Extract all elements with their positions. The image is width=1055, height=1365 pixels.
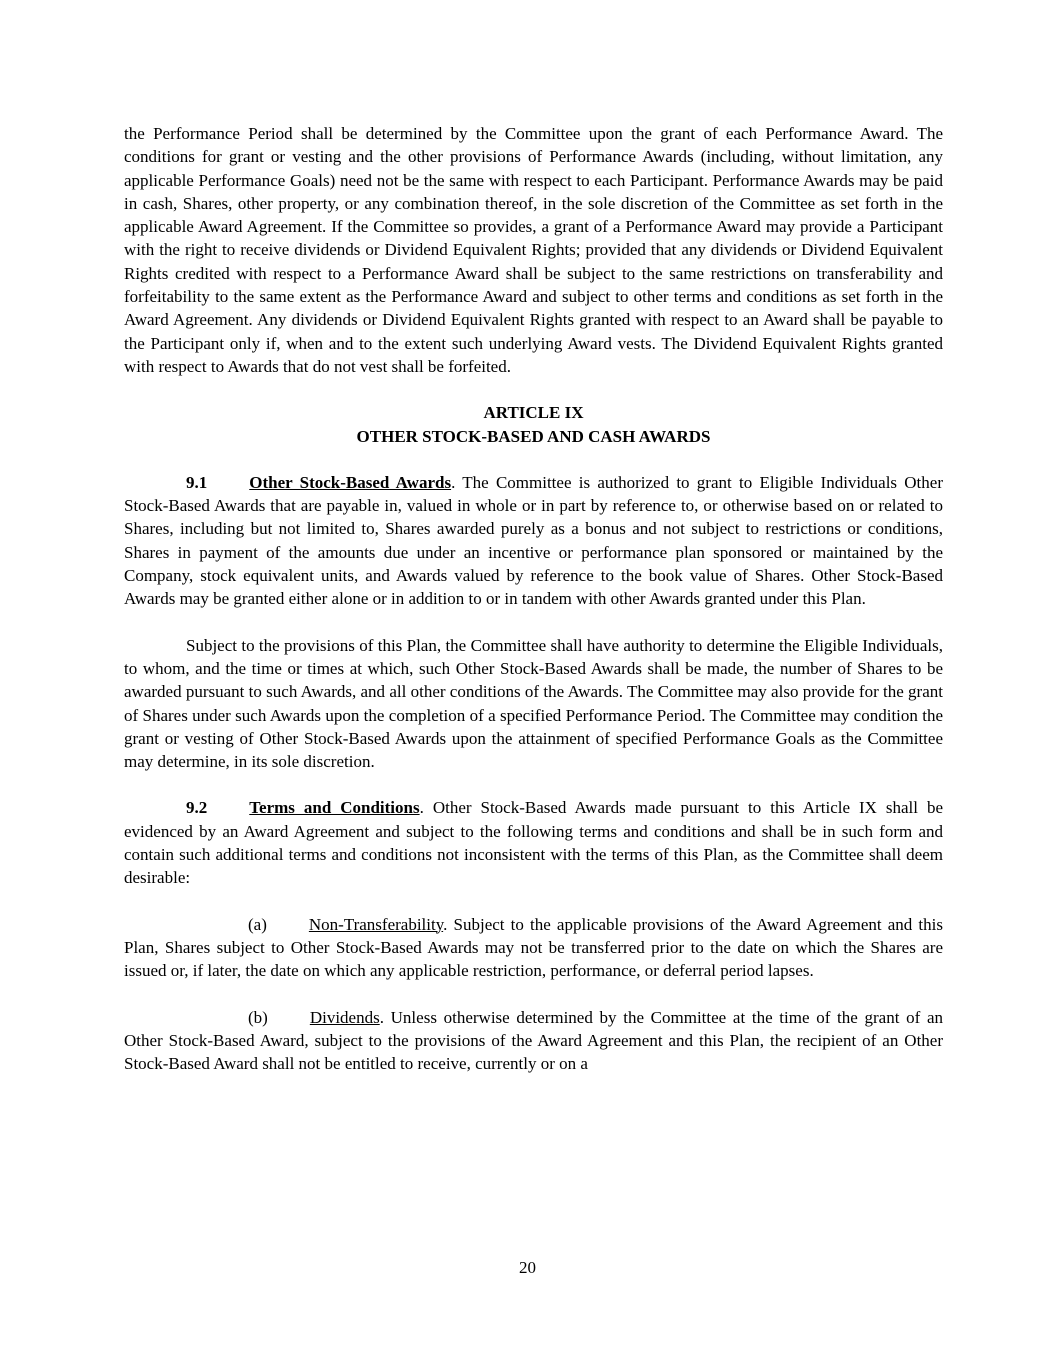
section-9-2	[124, 796, 943, 889]
page-number: 20	[519, 1257, 536, 1277]
paragraph-text: Subject to the provisions of this Plan, the Committee shall have authority to determine the Eligible Individuals, to whom, and the time or times at which, such Other Stock-Based Awards shall be made, the number of Shares to be awarded pursuant to such Awards, and all other conditions of the Awards. The Committee may also provide for the grant of Shares under such Awards upon the completion of a specified Performance Period. The Committee may condition the grant or vesting of Other Stock-Based Awards upon the attainment of specified Performance Goals as the Committee may determine, in its sole discretion.	[124, 635, 943, 772]
item-b-dividends	[124, 1006, 943, 1076]
section-title: Other Stock-Based Awards	[249, 472, 452, 492]
paragraph-performance-award-continuation	[124, 122, 943, 378]
item-label: (b)	[248, 1007, 268, 1027]
item-body: . Unless otherwise determined by the Committee at the time of the grant of an Other Stock-Based Award, subject to the provisions of the Award Agreement and this Plan, the recipient of an Other Stock-Based Award shall not be entitled to receive, currently or on a	[124, 1007, 943, 1074]
section-title: Terms and Conditions	[249, 798, 420, 818]
item-title: Dividends	[309, 1007, 380, 1027]
item-label: (a)	[248, 914, 267, 934]
section-body: . Other Stock-Based Awards made pursuant to this Article IX shall be evidenced by an Award Agreement and subject to the following terms and conditions and shall be in such form and contain such additional terms and conditions not inconsistent with the terms of this Plan, as the Committee shall deem desirable:	[124, 798, 943, 888]
section-9-1	[124, 471, 943, 611]
section-number: 9.2	[186, 798, 208, 818]
item-title: Non-Transferability	[308, 914, 444, 934]
article-number-line: ARTICLE IX	[483, 403, 584, 423]
section-body: . The Committee is authorized to grant to Eligible Individuals Other Stock-Based Awards that are payable in, valued in whole or in part by reference to, or otherwise based on or related to Shares, including but not limited to, Shares awarded purely as a bonus and not subject to restrictions or conditions, Shares in payment of the amounts due under an incentive or performance plan sponsored or maintained by the Company, stock equivalent units, and Awards valued by reference to the book value of Shares. Other Stock-Based Awards may be granted either alone or in addition to or in tandem with other Awards granted under this Plan.	[124, 472, 943, 609]
paragraph-text: the Performance Period shall be determined by the Committee upon the grant of each Performance Award. The conditions for grant or vesting and the other provisions of Performance Awards (including, without limitation, any applicable Performance Goals) need not be the same with respect to each Participant. Performance Awards may be paid in cash, Shares, other property, or any combination thereof, in the sole discretion of the Committee as set forth in the applicable Award Agreement. If the Committee so provides, a grant of a Performance Award may provide a Participant with the right to receive dividends or Dividend Equivalent Rights; provided that any dividends or Dividend Equivalent Rights credited with respect to a Performance Award shall be subject to the same restrictions on transferability and forfeitability to the same extent as the Performance Award and subject to other terms and conditions as set forth in the Award Agreement. Any dividends or Dividend Equivalent Rights granted with respect to an Award shall be payable to the Participant only if, when and to the extent such underlying Award vests. The Dividend Equivalent Rights granted with respect to Awards that do not vest shall be forfeited.	[124, 124, 943, 376]
paragraph-subject-to-provisions	[124, 634, 943, 774]
article-ix-heading	[124, 401, 943, 448]
section-number: 9.1	[186, 472, 208, 492]
article-title-line: OTHER STOCK-BASED AND CASH AWARDS	[356, 426, 711, 446]
item-body: . Subject to the applicable provisions of the Award Agreement and this Plan, Shares subject to Other Stock-Based Awards may not be transferred prior to the date on which the Shares are issued or, if later, the date on which any applicable restriction, performance, or deferral period lapses.	[124, 914, 943, 981]
item-a-non-transferability	[124, 913, 943, 983]
